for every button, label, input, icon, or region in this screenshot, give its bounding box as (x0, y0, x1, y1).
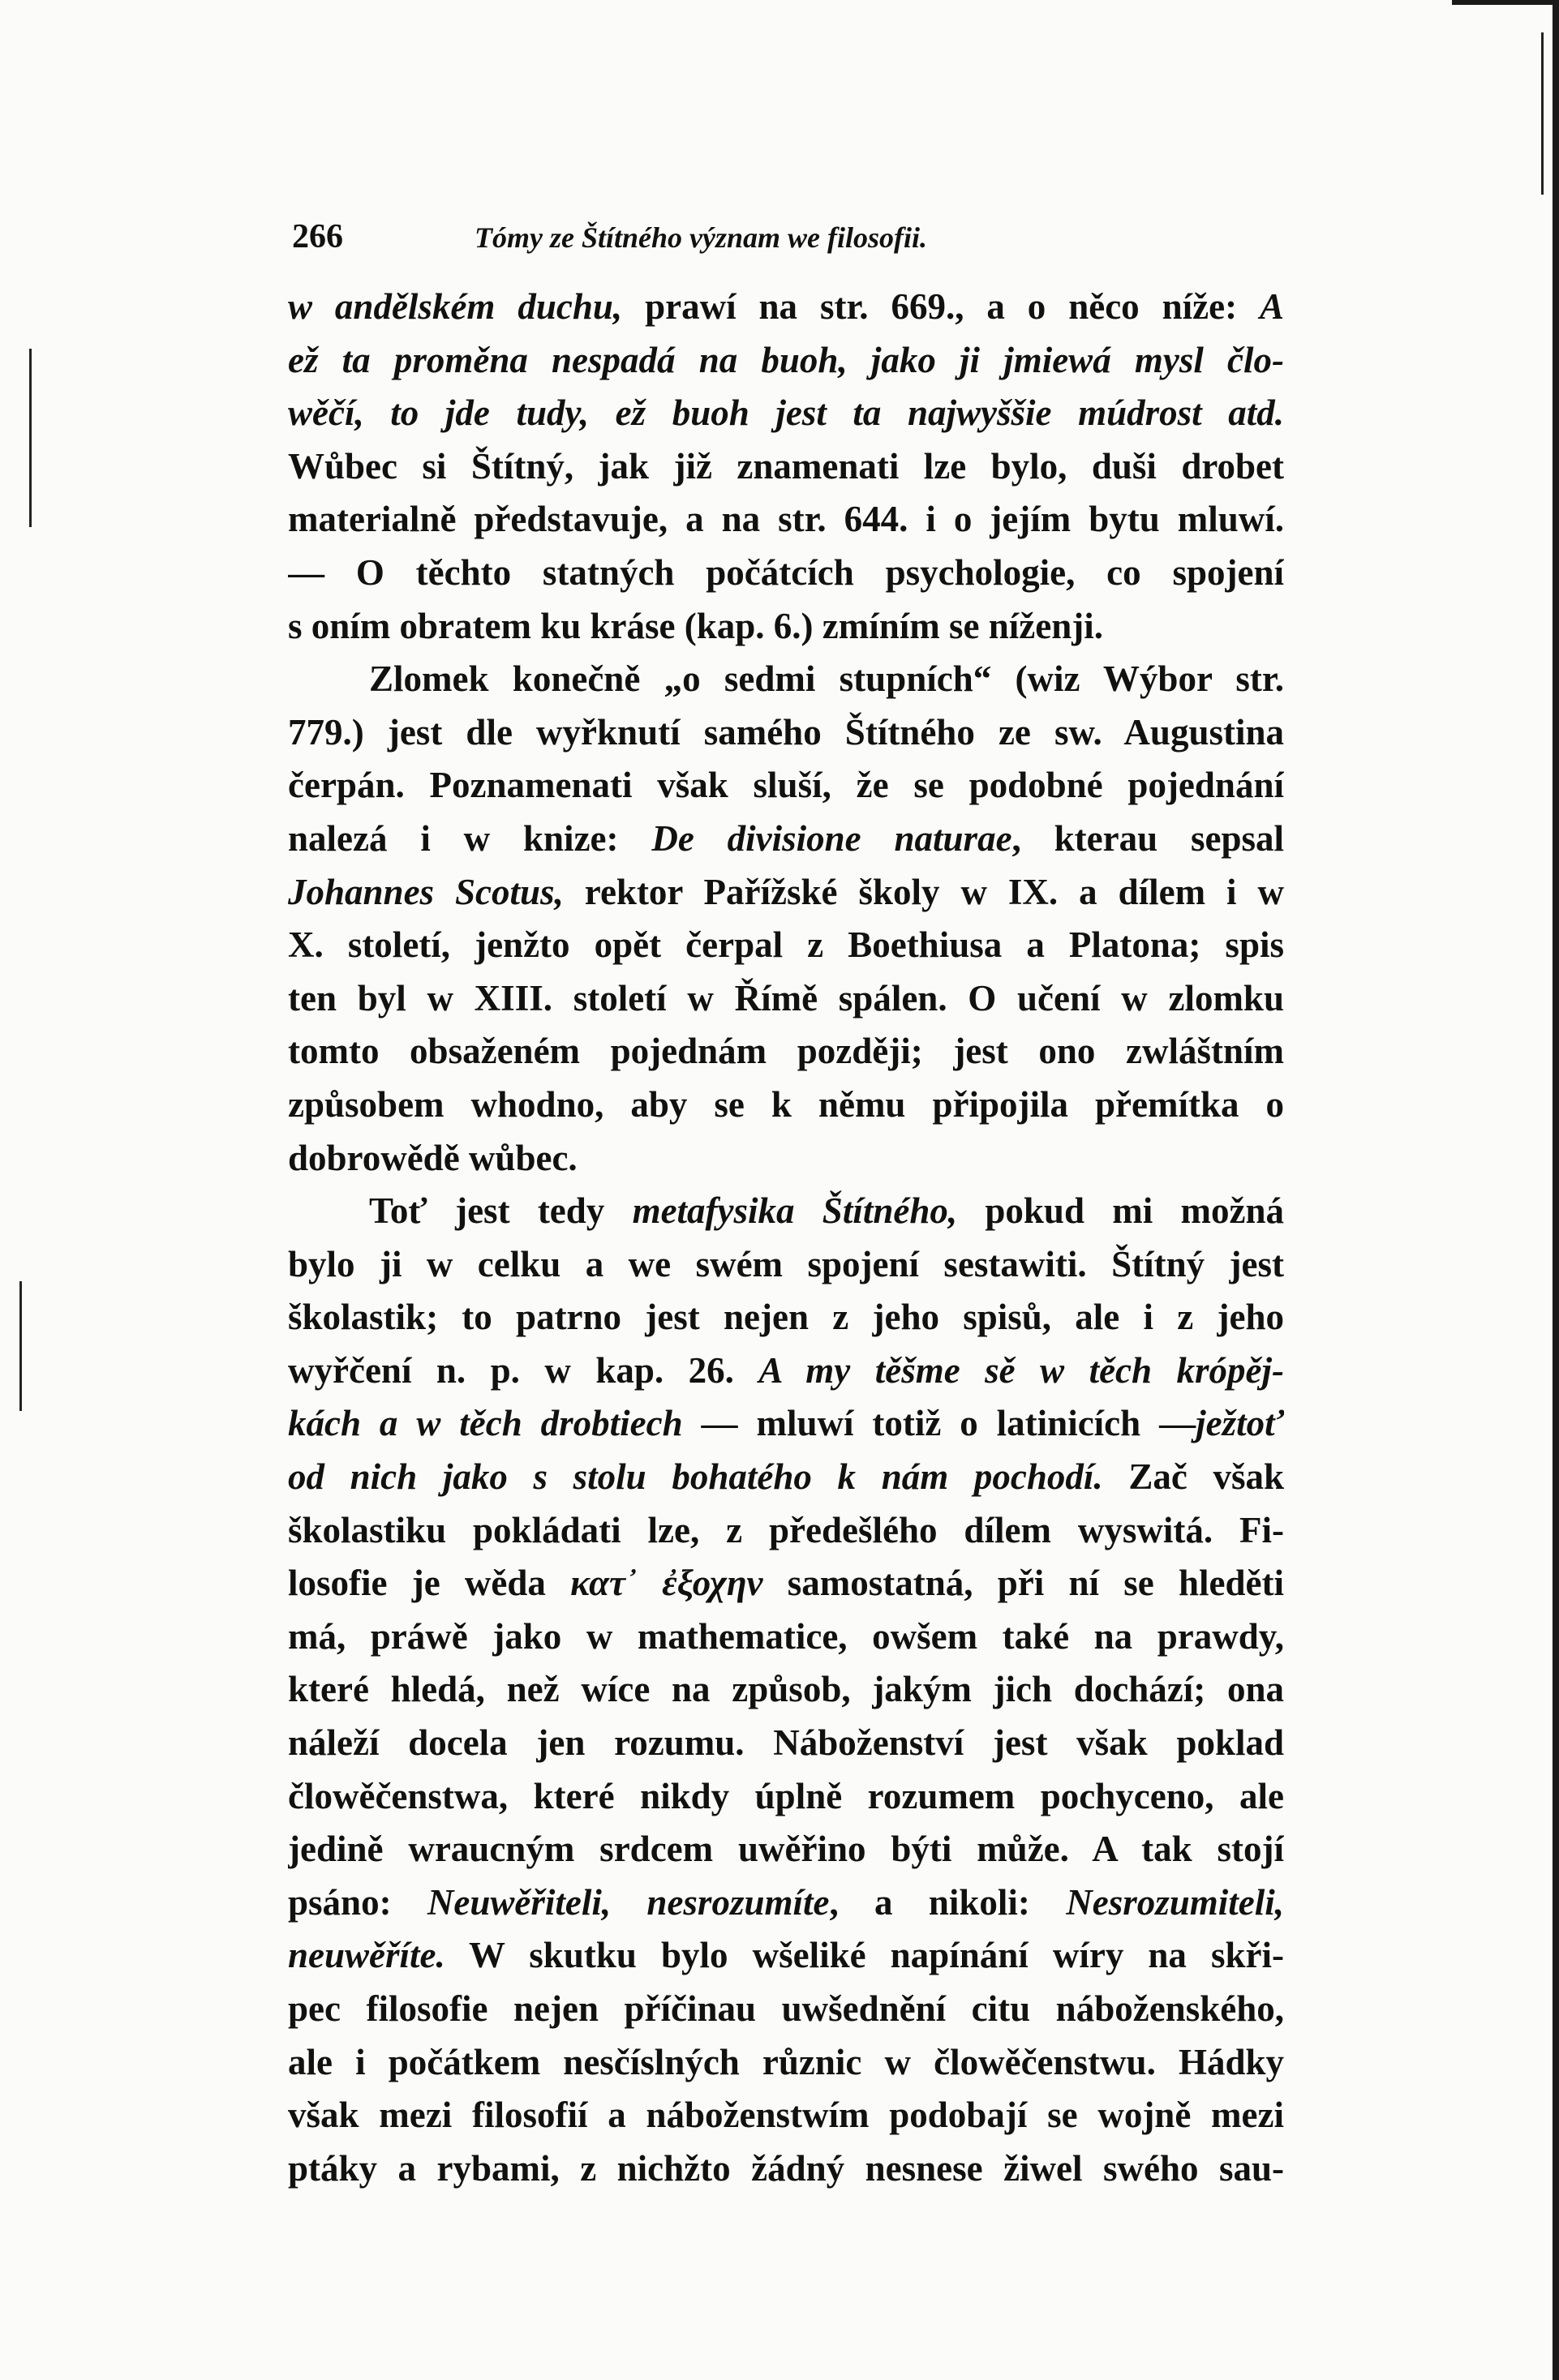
text-segment: s oním obratem ku kráse (kap. 6.) zmíním se níženji. (288, 605, 1103, 646)
scan-margin-mark (1541, 32, 1544, 195)
text-segment: W skutku bylo wšeliké napínání wíry na skři- (445, 1935, 1284, 1976)
text-segment: Toť jest tedy (369, 1190, 633, 1232)
text-line (288, 1397, 1284, 1451)
body-text (288, 281, 1284, 2195)
text-line (288, 706, 1284, 760)
text-segment: losofie je wěda (288, 1563, 571, 1604)
text-segment: X. století, jenžto opět čerpal z Boethiusa a Platona; spis (288, 924, 1284, 966)
text-line (288, 653, 1284, 706)
italic-text: metafysika Štítného, (632, 1190, 958, 1232)
page-number: 266 (292, 218, 343, 255)
text-line (288, 1079, 1284, 1132)
text-line (288, 440, 1284, 494)
text-segment: tomto obsaženém pojednám později; jest ono zwláštním (288, 1031, 1284, 1072)
text-segment: — O těchto statných počátcích psychologie, co spojení (288, 551, 1284, 593)
page-corner-shadow (1452, 0, 1559, 5)
text-segment: však mezi filosofií a náboženstwím podobají se wojně mezi (288, 2095, 1284, 2136)
text-segment: , a nikoli: (829, 1881, 1067, 1923)
text-line (288, 1185, 1284, 1238)
scan-margin-mark (29, 349, 32, 527)
text-segment: dobrowědě wůbec. (288, 1137, 578, 1178)
text-line (288, 866, 1284, 920)
text-segment: prawí na str. 669., a o něco níže: (622, 286, 1260, 327)
text-line (288, 1823, 1284, 1876)
italic-text: kách a w těch drobtiech (288, 1403, 683, 1444)
italic-text: ež ta proměna nespadá na buoh, jako ji jmiewá mysl člo- (288, 339, 1284, 380)
text-segment: pokud mi možná (957, 1190, 1284, 1232)
text-segment: ale i počátkem nesčíslných různic w člowěčenstwu. Hádky (288, 2041, 1284, 2082)
text-segment: , kterau sepsal (1011, 817, 1284, 859)
text-segment: které hledá, než wíce na způsob, jakým jich dochází; ona (288, 1669, 1284, 1710)
text-segment: způsobem whodno, aby se k němu připojila přemítka o (288, 1083, 1284, 1125)
text-line (288, 1770, 1284, 1824)
italic-text: Neuwěřiteli, nesrozumíte (427, 1881, 830, 1923)
text-line (288, 2142, 1284, 2196)
text-line (288, 2036, 1284, 2090)
text-segment: nalezá i w knize: (288, 817, 652, 859)
text-segment: jedině wraucným srdcem uwěřino býti může. A tak stojí (288, 1829, 1284, 1870)
page-header (292, 217, 1282, 266)
italic-text: wěčí, to jde tudy, ež buoh jest ta najwyššie múdrost atd. (288, 392, 1284, 434)
text-line (288, 1238, 1284, 1292)
text-line (288, 1610, 1284, 1664)
text-segment: má, práwě jako w mathematice, owšem také na prawdy, (288, 1615, 1284, 1657)
italic-text: ježtoť (1196, 1403, 1284, 1444)
italic-text: neuwěříte. (288, 1935, 445, 1976)
text-segment: ten byl w XIII. století w Římě spálen. O učení w zlomku (288, 977, 1284, 1018)
text-segment: školastik; to patrno jest nejen z jeho spisů, ale i z jeho (288, 1297, 1284, 1338)
text-segment: — mluwí totiž o latinicích — (682, 1403, 1196, 1444)
italic-text: A (1259, 286, 1284, 327)
text-segment: čerpán. Poznamenati však sluší, že se podobné pojednání (288, 765, 1284, 806)
text-segment: školastiku pokládati lze, z předešlého dílem wyswitá. Fi- (288, 1509, 1284, 1550)
text-line (288, 1876, 1284, 1930)
italic-text: w andělském duchu, (288, 286, 623, 327)
italic-text: Nesrozumiteli, (1066, 1881, 1284, 1923)
text-line (288, 972, 1284, 1026)
text-line (288, 1451, 1284, 1504)
text-segment: materialně představuje, a na str. 644. i o jejím bytu mluwí. (288, 499, 1284, 540)
text-line (288, 1983, 1284, 2036)
running-title: Tómy ze Štítného význam we filosofii. (475, 221, 927, 254)
text-line (288, 2089, 1284, 2142)
scan-margin-mark (19, 1281, 22, 1411)
text-segment: člowěčenstwa, které nikdy úplně rozumem pochyceno, ale (288, 1775, 1284, 1816)
text-segment: 779.) jest dle wyřknutí samého Štítného ze sw. Augustina (288, 711, 1284, 753)
italic-text: Johannes Scotus, (288, 871, 564, 912)
text-segment: pec filosofie nejen příčinau uwšednění citu náboženského, (288, 1988, 1284, 2029)
text-segment: bylo ji w celku a we swém spojení sestawiti. Štítný jest (288, 1243, 1284, 1284)
text-segment: psáno: (288, 1881, 427, 1923)
text-line (288, 1717, 1284, 1770)
text-segment: rektor Pařížské školy w IX. a dílem i w (563, 871, 1284, 912)
text-line (288, 281, 1284, 334)
text-segment: Zlomek konečně „o sedmi stupních“ (wiz Wýbor str. (369, 658, 1284, 700)
text-segment: wyřčení n. p. w kap. 26. (288, 1349, 759, 1391)
italic-text: κατ᾽ ἐξοχην (570, 1563, 763, 1604)
text-segment: samostatná, při ní se hleděti (762, 1563, 1284, 1604)
italic-text: De divisione naturae (651, 817, 1012, 859)
text-line (288, 600, 1284, 654)
italic-text: A my těšme sě w těch krópěj- (758, 1349, 1284, 1391)
page-edge-shadow (1553, 0, 1559, 2380)
text-segment: ptáky a rybami, z nichžto žádný nesnese žiwel swého sau- (288, 2147, 1284, 2189)
text-segment: Wůbec si Štítný, jak již znamenati lze bylo, duši drobet (288, 445, 1284, 487)
text-line (288, 1504, 1284, 1558)
text-line (288, 1291, 1284, 1344)
italic-text: od nich jako s stolu bohatého k nám pochodí. (288, 1456, 1103, 1498)
text-line (288, 547, 1284, 600)
text-line (288, 759, 1284, 813)
text-line (288, 1929, 1284, 1983)
text-line (288, 919, 1284, 972)
text-segment: Zač však (1102, 1456, 1284, 1498)
text-line (288, 1557, 1284, 1610)
text-line (288, 334, 1284, 388)
text-line (288, 1344, 1284, 1398)
text-line (288, 387, 1284, 440)
text-line (288, 493, 1284, 547)
text-line (288, 813, 1284, 866)
text-segment: náleží docela jen rozumu. Náboženství jest však poklad (288, 1722, 1284, 1764)
text-line (288, 1025, 1284, 1079)
text-line (288, 1132, 1284, 1186)
text-line (288, 1663, 1284, 1717)
